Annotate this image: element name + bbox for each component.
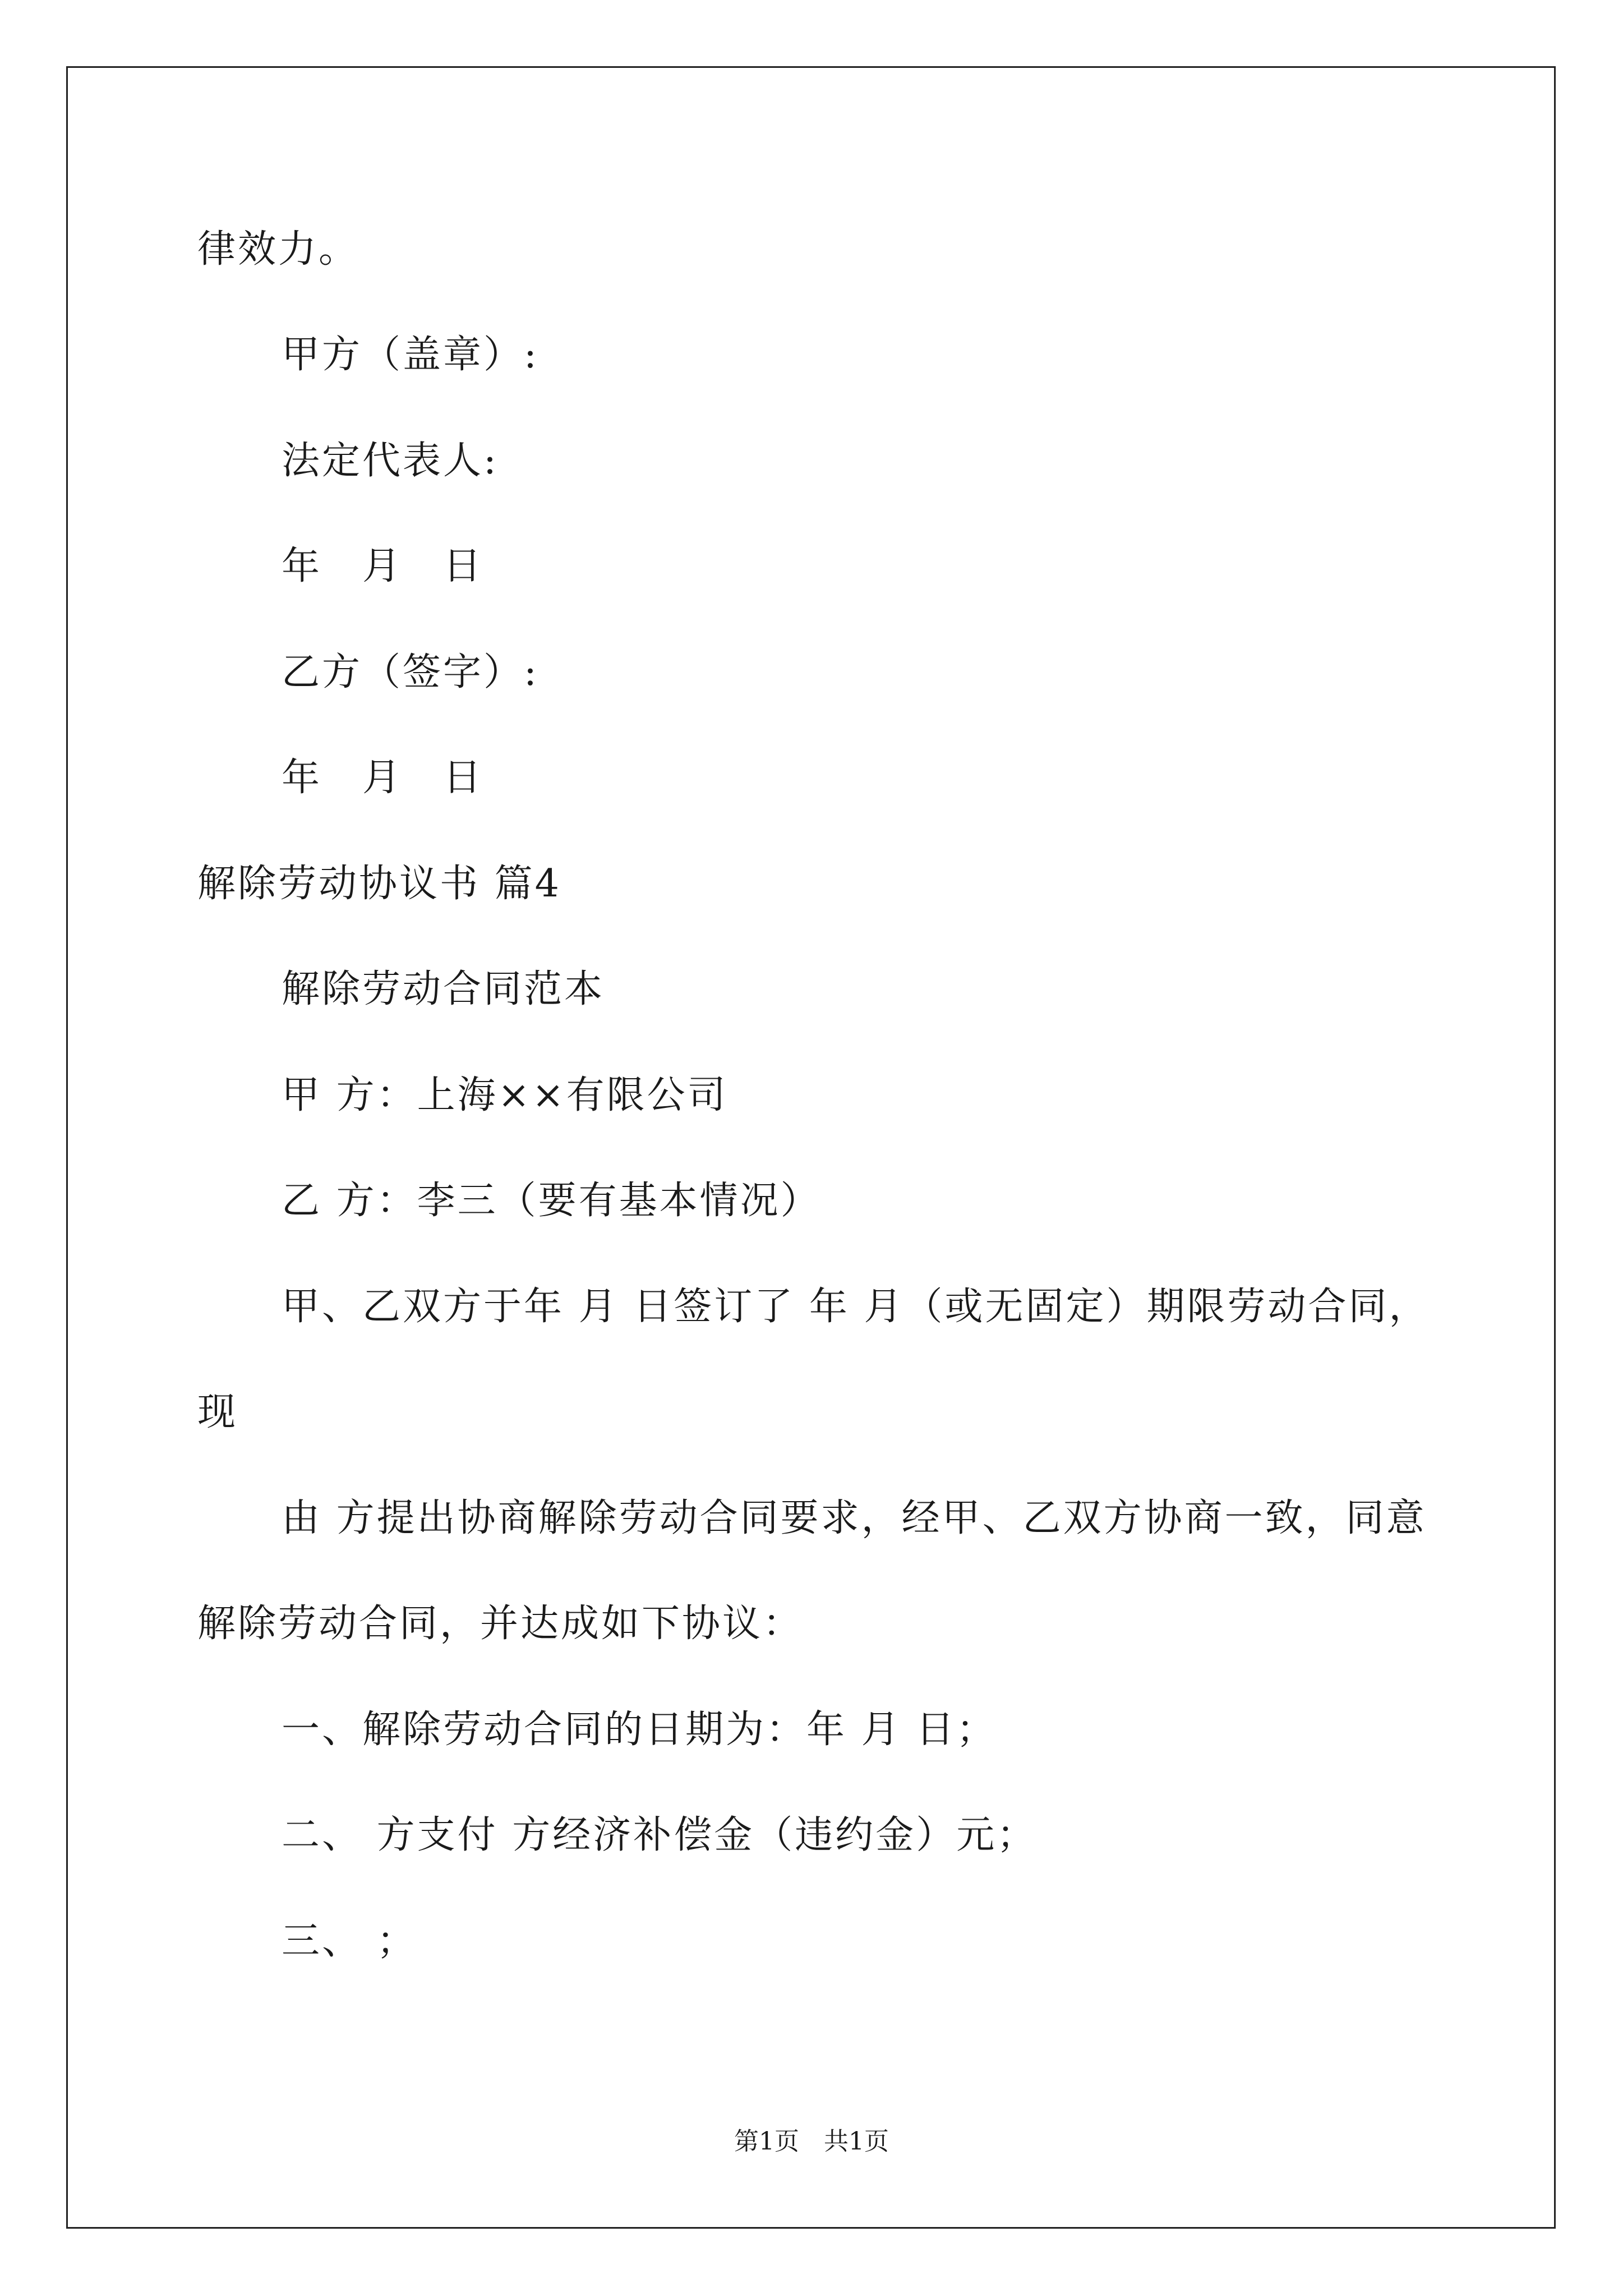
text-line: 法定代表人: [282,439,499,483]
text-line: 律效力。 [197,227,359,272]
paragraph-line: 甲、乙双方于年 月 日签订了 年 月（或无固定）期限劳动合同， [282,1285,1430,1329]
page-border [66,66,1556,2229]
paragraph-line: 现 [197,1390,238,1434]
paragraph-line: 由 方提出协商解除劳动合同要求，经甲、乙双方协商一致，同意 [282,1496,1427,1540]
clause-line: 一、解除劳动合同的日期为：年 月 日； [282,1708,997,1752]
page-number-footer: 第1页 共1页 [734,2127,889,2156]
text-line: 乙方（签字）: [282,650,539,694]
party-a-line: 甲 方：上海××有限公司 [282,1073,728,1117]
clause-line: 三、 ； [282,1919,417,1963]
section-heading: 解除劳动协议书 篇4 [197,862,561,906]
document-title: 解除劳动合同范本 [282,967,605,1011]
text-line: 甲方（盖章）: [282,333,539,377]
date-line: 年 月 日 [282,544,484,588]
paragraph-line: 解除劳动合同，并达成如下协议： [197,1602,804,1646]
party-b-line: 乙 方：李三（要有基本情况） [282,1179,821,1223]
clause-line: 二、 方支付 方经济补偿金（违约金）元； [282,1813,1038,1857]
date-line: 年 月 日 [282,756,484,800]
